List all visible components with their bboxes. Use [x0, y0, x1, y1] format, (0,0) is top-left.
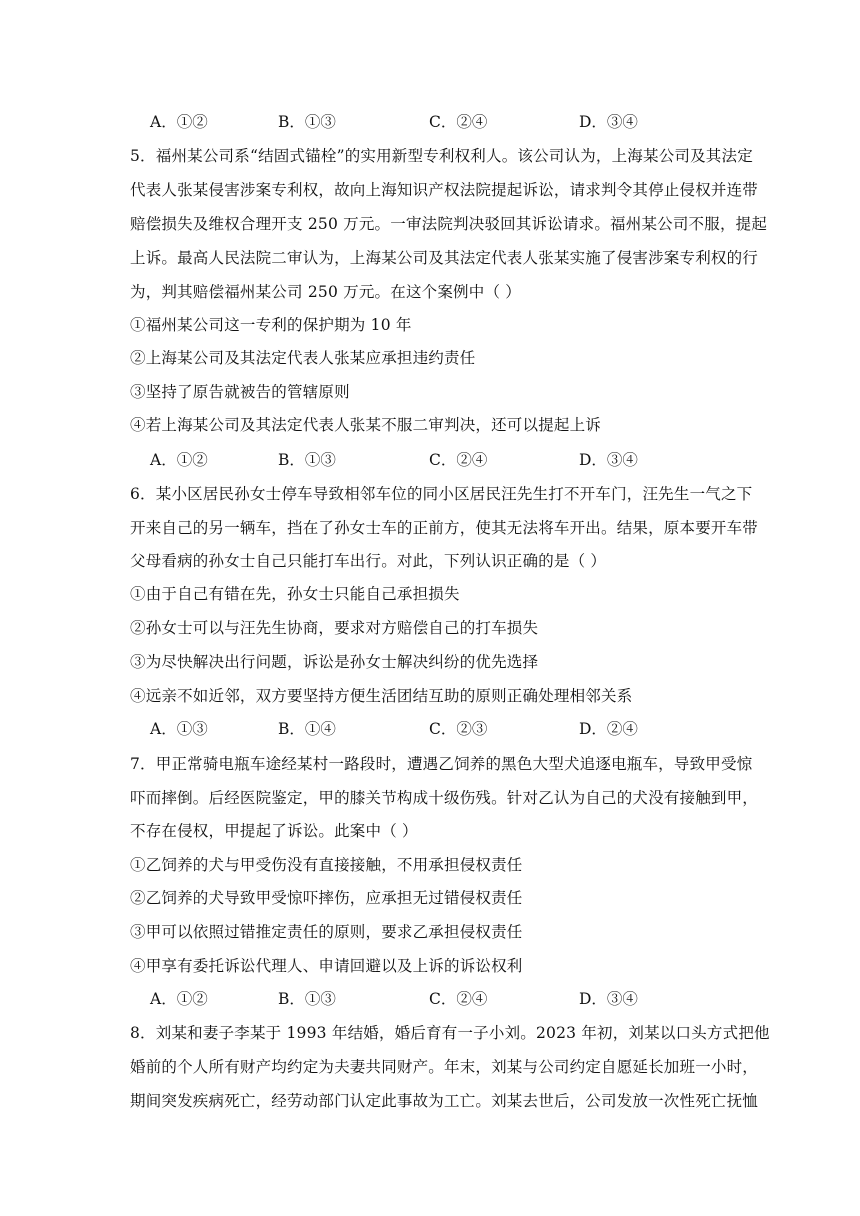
q5-item-1: ①福州某公司这一专利的保护期为 10 年	[130, 316, 412, 334]
q6-item-2: ②孙女士可以与汪先生协商，要求对方赔偿自己的打车损失	[130, 619, 539, 637]
q7-option-c: C．②④	[429, 990, 488, 1008]
q7-item-3: ③甲可以依照过错推定责任的原则，要求乙承担侵权责任	[130, 923, 523, 941]
q5-item-4: ④若上海某公司及其法定代表人张某不服二审判决，还可以提起上诉	[130, 416, 602, 434]
q6-stem-line-3: 父母看病的孙女士自己只能打车出行。对此，下列认识正确的是（ ）	[130, 552, 607, 570]
q7-item-2: ②乙饲养的犬导致甲受惊吓摔伤，应承担无过错侵权责任	[130, 889, 523, 907]
q4-option-a: A．①②	[150, 113, 208, 131]
q5-option-c: C．②④	[429, 451, 488, 469]
q7-item-1: ①乙饲养的犬与甲受伤没有直接接触，不用承担侵权责任	[130, 856, 523, 874]
q7-stem-line-3: 不存在侵权，甲提起了诉讼。此案中（ ）	[130, 822, 418, 840]
q7-option-a: A．①②	[150, 990, 208, 1008]
q7-option-b: B．①③	[278, 990, 336, 1008]
q7-stem-line-1: 7．甲正常骑电瓶车途经某村一路段时，遭遇乙饲养的黑色大型犬追逐电瓶车，导致甲受惊	[130, 755, 753, 773]
q5-item-3: ③坚持了原告就被告的管辖原则	[130, 383, 350, 401]
q6-item-4: ④远亲不如近邻，双方要坚持方便生活团结互助的原则正确处理相邻关系	[130, 687, 633, 705]
q6-item-3: ③为尽快解决出行问题，诉讼是孙女士解决纠纷的优先选择	[130, 653, 539, 671]
q5-stem-line-5: 为，判其赔偿福州某公司 250 万元。在这个案例中（ ）	[130, 283, 521, 301]
q5-stem-line-4: 上诉。最高人民法院二审认为，上海某公司及其法定代表人张某实施了侵害涉案专利权的行	[130, 249, 759, 267]
q4-option-d: D．③④	[579, 113, 638, 131]
q8-stem-line-2: 婚前的个人所有财产均约定为夫妻共同财产。年末，刘某与公司约定自愿延长加班一小时，	[130, 1058, 759, 1076]
q5-option-d: D．③④	[579, 451, 638, 469]
q7-stem-line-2: 吓而摔倒。后经医院鉴定，甲的膝关节构成十级伤残。针对乙认为自己的犬没有接触到甲，	[130, 789, 759, 807]
q5-option-a: A．①②	[150, 451, 208, 469]
q6-option-d: D．②④	[579, 720, 638, 738]
q7-item-4: ④甲享有委托诉讼代理人、申请回避以及上诉的诉讼权利	[130, 957, 523, 975]
q8-stem-line-1: 8．刘某和妻子李某于 1993 年结婚，婚后育有一子小刘。2023 年初，刘某以口头方式把他	[130, 1024, 770, 1042]
q6-option-a: A．①③	[150, 720, 208, 738]
q4-option-b: B．①③	[278, 113, 336, 131]
q7-option-d: D．③④	[579, 990, 638, 1008]
q6-item-1: ①由于自己有错在先，孙女士只能自己承担损失	[130, 585, 460, 603]
q5-stem-line-1: 5．福州某公司系“结固式锚栓”的实用新型专利权利人。该公司认为，上海某公司及其法定	[130, 147, 753, 165]
q6-stem-line-2: 开来自己的另一辆车，挡在了孙女士车的正前方，使其无法将车开出。结果，原本要开车带	[130, 519, 759, 537]
q6-option-b: B．①④	[278, 720, 336, 738]
q5-item-2: ②上海某公司及其法定代表人张某应承担违约责任	[130, 349, 476, 367]
q6-stem-line-1: 6．某小区居民孙女士停车导致相邻车位的同小区居民汪先生打不开车门，汪先生一气之下	[130, 485, 753, 503]
q8-stem-line-3: 期间突发疾病死亡，经劳动部门认定此事故为工亡。刘某去世后，公司发放一次性死亡抚恤	[130, 1092, 759, 1110]
q4-option-c: C．②④	[429, 113, 488, 131]
q6-option-c: C．②③	[429, 720, 488, 738]
q5-stem-line-3: 赔偿损失及维权合理开支 250 万元。一审法院判决驳回其诉讼请求。福州某公司不服，提起	[130, 215, 768, 233]
q5-stem-line-2: 代表人张某侵害涉案专利权，故向上海知识产权法院提起诉讼，请求判令其停止侵权并连带	[130, 181, 759, 199]
q5-option-b: B．①③	[278, 451, 336, 469]
